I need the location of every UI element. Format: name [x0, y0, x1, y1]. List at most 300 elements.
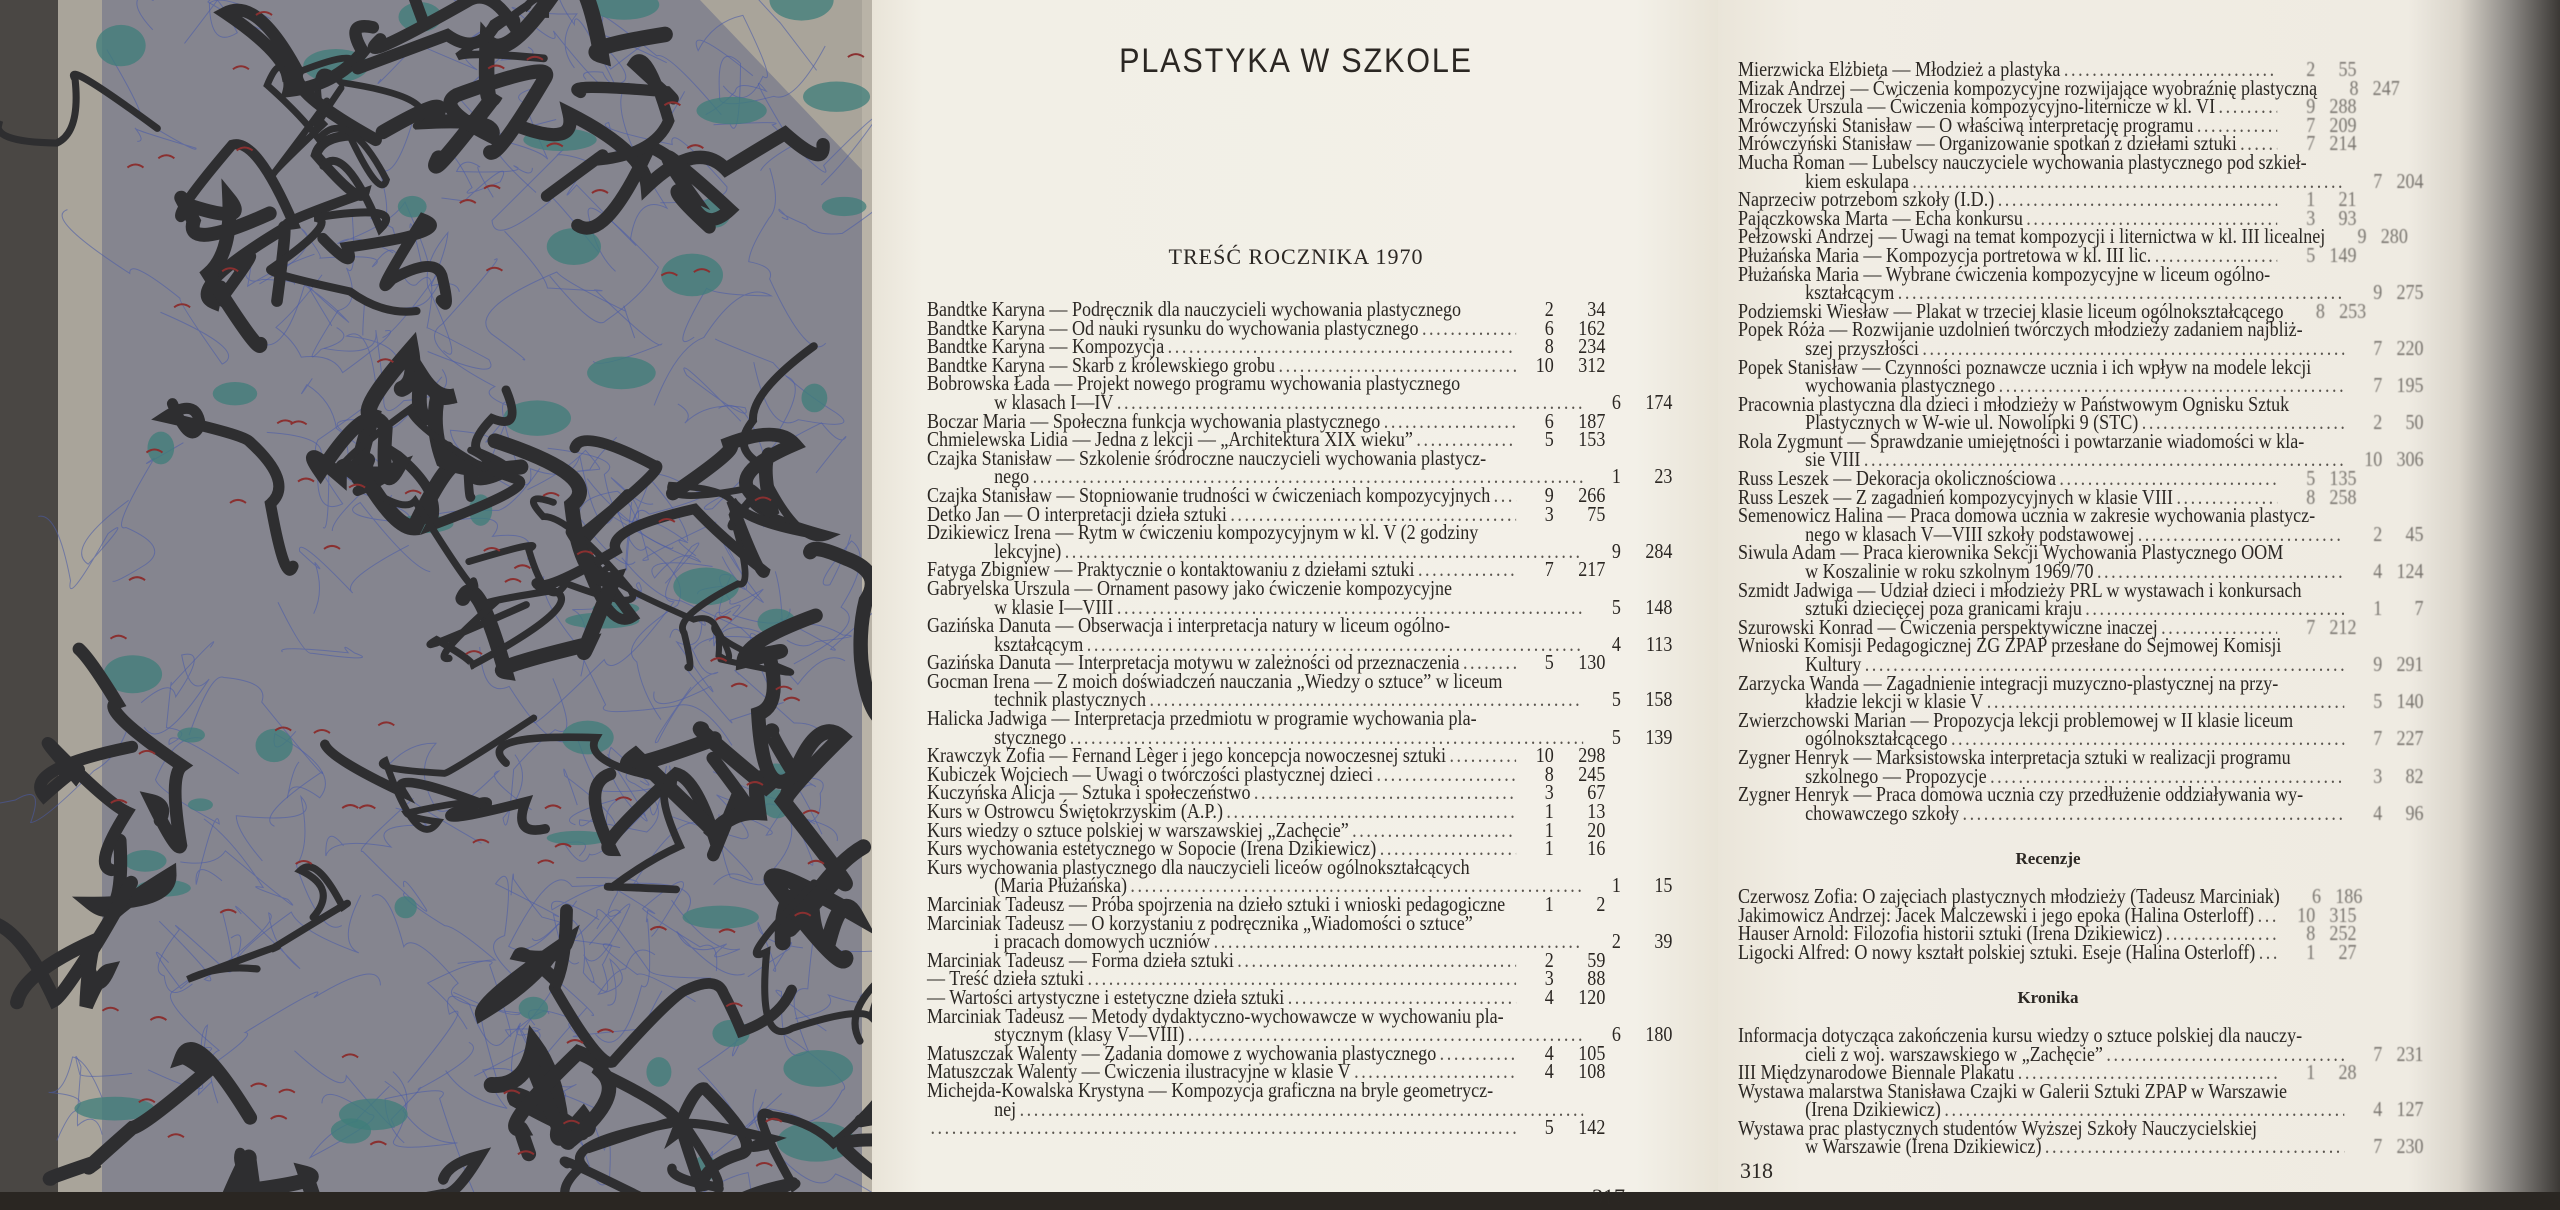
- issue-number: 9: [1611, 538, 1621, 563]
- page-reference: 195: [2396, 373, 2424, 398]
- page-reference: 306: [2396, 447, 2424, 472]
- entry-title: Zygner Henryk — Praca domowa ucznia czy przedłużenie oddziaływania wy-: [1738, 782, 2304, 807]
- magazine-title: PLASTYKA W SZKOLE: [1119, 42, 1473, 80]
- entry-title: Matuszczak Walenty — Zadania domowe z wychowania plastycznego: [927, 1040, 1437, 1065]
- page-reference: 139: [1645, 724, 1673, 749]
- entry-title: Mizak Andrzej — Ćwiczenia kompozycyjne rozwijające wyobraźnię plastyczną: [1738, 75, 2318, 100]
- entry-title: kształcącym: [1805, 280, 1895, 305]
- book-cover: [0, 0, 880, 1192]
- page-reference: 220: [2396, 335, 2424, 360]
- page-reference: 266: [1578, 482, 1606, 507]
- issue-number: 2: [2373, 521, 2383, 546]
- entry-title: w klasach I—IV: [994, 389, 1114, 414]
- entry-title: Dzikiewicz Irena — Rytm w ćwiczeniu kompozycyjnym w kl. V (2 godziny: [927, 520, 1479, 545]
- page-reference: 21: [2338, 187, 2357, 212]
- entry-title: Mrówczyński Stanisław — Organizowanie spotkań z dziełami sztuki: [1738, 131, 2237, 156]
- page-reference: 93: [2338, 205, 2357, 230]
- page-reference: 7: [2414, 596, 2424, 621]
- toc-entry: [1738, 670, 2424, 714]
- issue-number: 7: [1544, 557, 1554, 582]
- page-reference: 28: [2338, 1060, 2357, 1085]
- entry-title: Czerwosz Zofia: O zajęciach plastycznych młodzieży (Tadeusz Marciniak): [1738, 883, 2280, 908]
- entry-title: nego w klasach V—VIII szkoły podstawowej: [1805, 521, 2135, 546]
- page-reference: 252: [2329, 921, 2357, 946]
- toc-entry: [927, 520, 1673, 563]
- dot-leader: [2219, 97, 2278, 116]
- toc-entry: [1738, 354, 2424, 398]
- toc-entry: [927, 613, 1673, 656]
- toc-entry: [927, 371, 1673, 414]
- issue-number: 2: [1544, 297, 1554, 321]
- dot-leader: [930, 1118, 1515, 1137]
- entry-title: Gazińska Danuta — Obserwacja i interpretacja natury w liceum ogólno-: [927, 613, 1451, 638]
- entry-title: Detko Jan — O interpretacji dzieła sztuki: [927, 501, 1227, 526]
- entry-title: Kurs w Ostrowcu Świętokrzyskim (A.P.): [927, 799, 1223, 824]
- issue-number: 8: [1544, 334, 1554, 359]
- entry-title: w Koszalinie w roku szkolnym 1969/70: [1805, 559, 2094, 584]
- marble-teal-patch: [803, 82, 870, 112]
- page-reference: 96: [2405, 800, 2424, 825]
- toc-entry: [927, 706, 1673, 749]
- dot-leader: [2258, 906, 2278, 925]
- entry-title: Wystawa malarstwa Stanisława Czajki w Galerii Sztuki ZPAP w Warszawie: [1738, 1078, 2288, 1103]
- toc-line: [927, 1115, 1606, 1140]
- toc-line: [1738, 939, 2357, 964]
- toc-line: [927, 1077, 1605, 1102]
- issue-number: 4: [1544, 984, 1554, 1009]
- entry-title: w klasie I—VIII: [994, 594, 1114, 619]
- issue-number: 7: [2373, 1134, 2383, 1159]
- toc-page-318: [1718, 0, 2560, 1192]
- dot-leader: [2045, 1137, 2345, 1156]
- entry-title: Kurs wychowania estetycznego w Sopocie (Irena Dzikiewicz): [927, 836, 1377, 861]
- dot-leader: [1998, 190, 2278, 209]
- page-reference: 214: [2329, 131, 2357, 156]
- page-reference: 135: [2329, 466, 2357, 491]
- entry-title: Naprzeciw potrzebom szkoły (I.D.): [1738, 187, 1995, 212]
- entry-title: Fatyga Zbigniew — Praktycznie o kontaktowaniu z dziełami sztuki: [927, 557, 1415, 582]
- toc-entry: [1738, 1115, 2424, 1159]
- dot-leader: [1449, 746, 1515, 765]
- issue-number: 4: [2373, 800, 2383, 825]
- page-reference: 15: [1654, 873, 1673, 898]
- toc-entry: [1738, 149, 2424, 193]
- marble-teal-patch: [188, 798, 213, 811]
- dot-leader: [1237, 951, 1516, 970]
- entry-title: Marciniak Tadeusz — Metody dydaktyczno-wychowawcze w wychowaniu pla-: [927, 1003, 1504, 1028]
- entry-title: Rola Zygmunt — Sprawdzanie umiejętności i powtarzanie wiadomości w kla-: [1738, 428, 2305, 453]
- page-reference: 180: [1645, 1022, 1673, 1047]
- page-reference: 253: [2339, 298, 2367, 323]
- issue-number: 9: [1544, 482, 1554, 507]
- marble-teal-patch: [213, 382, 258, 405]
- entry-title: stycznego: [994, 724, 1067, 749]
- marble-teal-patch: [661, 254, 723, 297]
- entry-title: Popek Stanisław — Czynności poznawcze ucznia i ich wpływ na modele lekcji: [1738, 354, 2312, 379]
- marble-teal-patch: [683, 906, 759, 929]
- issue-number: 3: [1544, 501, 1554, 526]
- issue-number: 3: [2373, 763, 2383, 788]
- entry-title: Jakimowicz Andrzej: Jacek Malczewski i jego epoka (Halina Osterloff): [1738, 902, 2255, 927]
- issue-number: 1: [2306, 1060, 2316, 1085]
- page-reference: 312: [1578, 352, 1606, 377]
- toc-entry: [1738, 1022, 2424, 1066]
- page-reference: 153: [1578, 427, 1606, 452]
- issue-number: 2: [2373, 410, 2383, 435]
- issue-number: 1: [2306, 187, 2316, 212]
- issue-number: 5: [1611, 724, 1621, 749]
- issue-number: 4: [1611, 631, 1621, 656]
- entry-title: Wystawa prac plastycznych studentów Wyższej Szkoły Nauczycielskiej: [1738, 1115, 2258, 1140]
- page-reference: 288: [2329, 94, 2357, 119]
- entry-title: Semenowicz Halina — Praca domowa ucznia w zakresie wychowania plastycz-: [1738, 503, 2316, 528]
- entry-title: Czajka Stanisław — Stopniowanie trudności w ćwiczeniach kompozycyjnych: [927, 482, 1491, 507]
- issue-number: 3: [1544, 966, 1554, 991]
- entry-title: Russ Leszek — Dekoracja okolicznościowa: [1738, 466, 2056, 491]
- toc-entry: [927, 445, 1673, 489]
- entry-title: szkolnego — Propozycje: [1805, 763, 1987, 788]
- entry-title: Mroczek Urszula — Ćwiczenia kompozycyjno-liternicze w kl. VI: [1738, 94, 2216, 119]
- entry-title: Marciniak Tadeusz — O korzystaniu z podręcznika „Wiadomości o sztuce”: [927, 910, 1473, 935]
- entry-title: technik plastycznych: [994, 687, 1147, 712]
- issue-number: 5: [2373, 689, 2383, 714]
- entry-title: Siwula Adam — Praca kierownika Sekcji Wychowania Plastycznego OOM: [1738, 540, 2284, 565]
- entry-title: Bandtke Karyna — Podręcznik dla nauczycieli wychowania plastycznego: [927, 297, 1462, 321]
- entry-title: Boczar Maria — Społeczna funkcja wychowania plastycznego: [927, 408, 1381, 433]
- marble-teal-patch: [147, 432, 174, 465]
- entry-title: Hauser Arnold: Filozofia historii sztuki (Irena Dzikiewicz): [1738, 921, 2163, 946]
- toc-entry: [1738, 577, 2424, 621]
- toc-entry: [927, 1003, 1673, 1047]
- entry-title: Pełzowski Andrzej — Uwagi na temat kompozycji i liternictwa w kl. III licealnej: [1738, 224, 2326, 249]
- entry-title: nej: [994, 1096, 1017, 1121]
- entry-title: stycznym (klasy V—VIII): [994, 1022, 1185, 1047]
- toc-entry: [1738, 744, 2424, 788]
- toc-line: [1738, 800, 2424, 825]
- dot-leader: [1376, 765, 1515, 784]
- entry-title: Marciniak Tadeusz — Próba spojrzenia na dzieło sztuki i wnioski pedagogiczne: [927, 892, 1506, 916]
- entry-title: kładzie lekcji w klasie V: [1805, 689, 1984, 714]
- dot-leader: [1962, 804, 2344, 823]
- entry-title: Gocman Irena — Z moich doświadczeń nauczania „Wiedzy o sztuce” w liceum: [927, 668, 1503, 693]
- page-reference: 82: [2405, 763, 2424, 788]
- toc-entry: [1738, 428, 2424, 472]
- page-reference: 13: [1587, 799, 1606, 824]
- entry-title: Płużańska Maria — Wybrane ćwiczenia kompozycyjne w liceum ogólno-: [1738, 261, 2271, 286]
- marble-teal-patch: [822, 197, 867, 216]
- marble-teal-patch: [395, 896, 417, 918]
- page-reference: 34: [1587, 297, 1606, 321]
- marble-teal-patch: [587, 357, 656, 390]
- page-reference: 186: [2335, 883, 2363, 908]
- page-reference: 124: [2396, 559, 2424, 584]
- issue-number: 2: [2306, 57, 2316, 81]
- page-reference: 315: [2329, 902, 2357, 927]
- entry-title: Szurowski Konrad — Ćwiczenia perspektywiczne inaczej: [1738, 614, 2158, 639]
- marble-teal-patch: [124, 850, 167, 872]
- toc-entry: [1738, 1078, 2424, 1122]
- issue-number: 1: [2373, 596, 2383, 621]
- page-reference: 280: [2380, 224, 2408, 249]
- page-reference: 162: [1578, 315, 1606, 340]
- marble-teal-patch: [783, 1050, 853, 1087]
- issue-number: 7: [2306, 131, 2316, 156]
- page-reference: 187: [1578, 408, 1606, 433]
- marbled-cover-pattern: [0, 0, 880, 1192]
- issue-number: 4: [2373, 559, 2383, 584]
- entry-title: Wnioski Komisji Pedagogicznej ZG ZPAP przesłane do Sejmowej Komisji: [1738, 633, 2282, 658]
- issue-number: 9: [2373, 652, 2383, 676]
- toc-entry: [927, 575, 1673, 619]
- toc-line: [927, 1096, 1672, 1121]
- dot-leader: [1440, 1044, 1516, 1063]
- page-reference: 55: [2338, 57, 2357, 81]
- cloth-spine: [58, 0, 102, 1192]
- page-reference: 23: [1654, 464, 1673, 489]
- issue-number: 1: [1544, 817, 1554, 842]
- entry-title: Mrówczyński Stanisław — O właściwą interpretację programu: [1738, 112, 2194, 137]
- entry-title: Informacja dotycząca zakończenia kursu wiedzy o sztuce polskiej dla nauczy-: [1738, 1022, 2303, 1047]
- toc-entry: [1738, 782, 2424, 825]
- issue-number: 10: [1535, 743, 1554, 768]
- entry-title: Podziemski Wiesław — Plakat w trzeciej klasie liceum ogólnokształcącego: [1738, 298, 2284, 323]
- entry-title: Popek Róża — Rozwijanie uzdolnień twórczych młodzieży zadaniem najbliż-: [1738, 317, 2303, 342]
- marble-teal-patch: [801, 384, 827, 413]
- toc-line: [1738, 1134, 2424, 1159]
- issue-number: 4: [2373, 1097, 2383, 1122]
- issue-number: 2: [1611, 929, 1621, 954]
- entry-title: Czajka Stanisław — Szkolenie śródroczne nauczycieli wychowania plastycz-: [927, 445, 1487, 470]
- entry-title: Russ Leszek — Z zagadnień kompozycyjnych w klasie VIII: [1738, 484, 2173, 509]
- page-reference: 88: [1587, 966, 1606, 991]
- page-number: 318: [1740, 1158, 1773, 1183]
- toc-entry: [1738, 391, 2424, 435]
- issue-number: 8: [2315, 298, 2325, 323]
- page-reference: 204: [2396, 168, 2424, 193]
- page-reference: 245: [1578, 761, 1606, 786]
- entry-title: Gabryelska Urszula — Ornament pasowy jako ćwiczenie kompozycyjne: [927, 575, 1453, 600]
- issue-number: 7: [2306, 112, 2316, 137]
- marble-teal-patch: [339, 1099, 408, 1131]
- issue-number: 6: [1544, 315, 1554, 340]
- issue-number: 6: [1544, 408, 1554, 433]
- toc-entry: [1738, 633, 2424, 676]
- toc-entry: [927, 854, 1673, 898]
- entry-title: Bandtke Karyna — Skarb z królewskiego grobu: [927, 352, 1276, 377]
- page-reference: 234: [1578, 334, 1606, 359]
- marble-teal-patch: [256, 729, 293, 762]
- issue-number: 5: [1611, 594, 1621, 619]
- entry-title: Szmidt Jadwiga — Udział dzieci i młodzieży PRL w wystawach i konkursach: [1738, 577, 2302, 602]
- entry-title: Marciniak Tadeusz — Forma dzieła sztuki: [927, 947, 1234, 972]
- issue-number: 10: [2364, 447, 2383, 472]
- page-reference: 275: [2396, 280, 2424, 305]
- marble-teal-patch: [697, 97, 767, 124]
- marble-teal-patch: [519, 997, 548, 1020]
- toc-entry: [927, 1077, 1607, 1140]
- issue-number: 9: [2373, 280, 2383, 305]
- dot-leader: [1214, 932, 1583, 951]
- toc-entry: [1738, 707, 2424, 751]
- entry-title: Mierzwicka Elżbieta — Młodzież a plastyka: [1738, 57, 2061, 81]
- page-reference: 67: [1587, 780, 1606, 805]
- entry-title: chowawczego szkoły: [1805, 800, 1960, 825]
- issue-number: 7: [2373, 373, 2383, 398]
- entry-title: Kuczyńska Alicja — Sztuka i społeczeństwo: [927, 780, 1251, 805]
- dot-leader: [1020, 1100, 1583, 1119]
- page-reference: 258: [2329, 484, 2357, 509]
- entry-title: Kurs wiedzy o sztuce polskiej w warszawskiej „Zachęcie”: [927, 817, 1349, 842]
- entry-title: Matuszczak Walenty — Ćwiczenia ilustracyjne w klasie V: [927, 1059, 1351, 1084]
- dot-leader: [2259, 943, 2278, 962]
- issue-number: 6: [1611, 1022, 1621, 1047]
- page-reference: 284: [1645, 538, 1673, 563]
- entry-title: Kurs wychowania plastycznego dla nauczycieli liceów ogólnokształcących: [927, 854, 1470, 879]
- issue-number: 7: [2373, 168, 2383, 193]
- toc-entry: [1738, 317, 2424, 360]
- entry-title: kiem eskulapa: [1805, 168, 1909, 193]
- marble-teal-patch: [177, 727, 205, 742]
- page-reference: 149: [2329, 242, 2357, 267]
- issue-number: 5: [1611, 687, 1621, 712]
- page-reference: 247: [2372, 75, 2400, 100]
- entry-title: sie VIII: [1805, 447, 1861, 472]
- dot-leader: [1494, 486, 1516, 505]
- page-reference: 2: [1596, 892, 1606, 916]
- entry-title: Bandtke Karyna — Od nauki rysunku do wychowania plastycznego: [927, 315, 1419, 340]
- page-reference: 158: [1645, 687, 1673, 712]
- entry-title: (Maria Płużańska): [994, 873, 1127, 898]
- page-reference: 227: [2396, 726, 2424, 751]
- toc-list: [927, 297, 1673, 1140]
- entry-title: Krawczyk Zofia — Fernand Lèger i jego koncepcja nowoczesnej sztuki: [927, 743, 1447, 768]
- book-edge: [0, 0, 58, 1192]
- page-reference: 174: [1645, 389, 1673, 414]
- issue-number: 9: [2306, 94, 2316, 119]
- page-reference: 59: [1587, 947, 1606, 972]
- issue-number: 7: [2306, 614, 2316, 639]
- entry-title: Bobrowska Łada — Projekt nowego programu wychowania plastycznego: [927, 371, 1461, 396]
- issue-number: 5: [2306, 242, 2316, 267]
- entry-title: kształcącym: [994, 631, 1084, 656]
- page-reference: 231: [2396, 1041, 2424, 1066]
- page-reference: 113: [1646, 631, 1673, 656]
- entry-title: Chmielewska Lidia — Jedna z lekcji — „Architektura XIX wieku”: [927, 427, 1413, 452]
- issue-number: 1: [1544, 799, 1554, 824]
- issue-number: 4: [1544, 1040, 1554, 1065]
- dot-leader: [1422, 319, 1516, 338]
- page-reference: 230: [2396, 1134, 2424, 1159]
- issue-number: 8: [2306, 484, 2316, 509]
- entry-title: Bandtke Karyna — Kompozycja: [927, 334, 1165, 359]
- issue-number: 5: [2306, 466, 2316, 491]
- issue-number: 4: [1544, 1059, 1554, 1084]
- toc-page-317: [872, 0, 1720, 1209]
- marble-teal-patch: [96, 25, 146, 66]
- page-reference: 130: [1578, 650, 1606, 675]
- page-reference: 50: [2405, 410, 2424, 435]
- dot-leader: [1352, 821, 1516, 840]
- page-reference: 148: [1645, 594, 1673, 619]
- page-reference: 127: [2396, 1097, 2424, 1122]
- entry-title: szej przyszłości: [1805, 335, 1919, 360]
- issue-number: 8: [2349, 75, 2359, 100]
- issue-number: 3: [2306, 205, 2316, 230]
- page-reference: 20: [1587, 817, 1606, 842]
- page-reference: 209: [2329, 112, 2357, 137]
- entry-title: nego: [994, 464, 1030, 489]
- marble-teal-patch: [646, 1057, 671, 1087]
- entry-title: i pracach domowych uczniów: [994, 929, 1211, 954]
- dot-leader: [1254, 783, 1516, 802]
- entry-title: Plastycznych w W-wie ul. Nowolipki 9 (STC): [1805, 410, 2139, 435]
- issue-number: 1: [2306, 939, 2316, 964]
- page-reference: 75: [1587, 501, 1606, 526]
- page-reference: 291: [2396, 652, 2424, 676]
- entry-title: Pajączkowska Marta — Echa konkursu: [1738, 205, 2023, 230]
- entry-title: — Treść dzieła sztuki: [927, 966, 1085, 991]
- issue-number: 8: [2306, 921, 2316, 946]
- page-reference: 217: [1578, 557, 1606, 582]
- issue-number: 2: [1544, 947, 1554, 972]
- issue-number: 1: [1544, 836, 1554, 861]
- issue-number: 6: [2312, 883, 2322, 908]
- issue-number: 7: [2373, 726, 2383, 751]
- issue-number: 5: [1544, 427, 1554, 452]
- entry-title: Pracownia plastyczna dla dzieci i młodzieży w Państwowym Ognisku Sztuk: [1738, 391, 2290, 416]
- entry-title: Gazińska Danuta — Interpretacja motywu w zależności od przeznaczenia: [927, 650, 1460, 675]
- entry-title: lekcyjne): [994, 538, 1062, 563]
- section-heading-chronicle: Kronika: [2017, 988, 2079, 1008]
- entry-title: Zygner Henryk — Marksistowska interpretacja sztuki w realizacji programu: [1738, 744, 2291, 769]
- entry-title: Kultury: [1805, 652, 1862, 676]
- entry-title: Kubiczek Wojciech — Uwagi o twórczości plastycznej dzieci: [927, 761, 1374, 786]
- issue-number: 5: [1544, 1115, 1554, 1140]
- toc-list-continued: [1738, 57, 2424, 1159]
- toc-entry: [927, 668, 1673, 712]
- page-reference: 45: [2405, 521, 2424, 546]
- page-reference: 120: [1578, 984, 1606, 1009]
- page-reference: 298: [1578, 743, 1606, 768]
- entry-title: (Irena Dzikiewicz): [1805, 1097, 1941, 1122]
- entry-title: wychowania plastycznego: [1805, 373, 1996, 398]
- entry-title: Zwierzchowski Marian — Propozycja lekcji problemowej w II klasie liceum: [1738, 707, 2294, 732]
- page-reference: 142: [1578, 1115, 1606, 1140]
- entry-title: Ligocki Alfred: O nowy kształt polskiej sztuki. Eseje (Halina Osterloff): [1738, 939, 2256, 964]
- entry-title: sztuki dziecięcej poza granicami kraju: [1805, 596, 2082, 621]
- issue-number: 1: [1611, 464, 1621, 489]
- toc-title: TREŚĆ ROCZNIKA 1970: [1168, 244, 1424, 269]
- issue-number: 3: [1544, 780, 1554, 805]
- entry-title: Płużańska Maria — Kompozycja portretowa w kl. III lic.: [1738, 242, 2152, 267]
- issue-number: 9: [2357, 224, 2367, 249]
- toc-entry: [1738, 540, 2424, 584]
- entry-title: Mucha Roman — Lubelscy nauczyciele wychowania plastycznego pod szkieł-: [1738, 149, 2307, 174]
- entry-title: w Warszawie (Irena Dzikiewicz): [1805, 1134, 2042, 1159]
- section-heading-reviews: Recenzje: [2015, 849, 2081, 869]
- entry-title: ogólnokształcącego: [1805, 726, 1948, 751]
- toc-entry: [1738, 503, 2424, 546]
- issue-number: 7: [2373, 1041, 2383, 1066]
- page-reference: 140: [2396, 689, 2424, 714]
- page-reference: 16: [1587, 836, 1606, 861]
- toc-entry: [927, 910, 1673, 954]
- entry-title: — Wartości artystyczne i estetyczne dzieła sztuki: [927, 984, 1285, 1009]
- issue-number: 7: [2373, 335, 2383, 360]
- issue-number: 10: [1535, 352, 1554, 377]
- issue-number: 1: [1611, 873, 1621, 898]
- toc-entry: [1738, 261, 2424, 305]
